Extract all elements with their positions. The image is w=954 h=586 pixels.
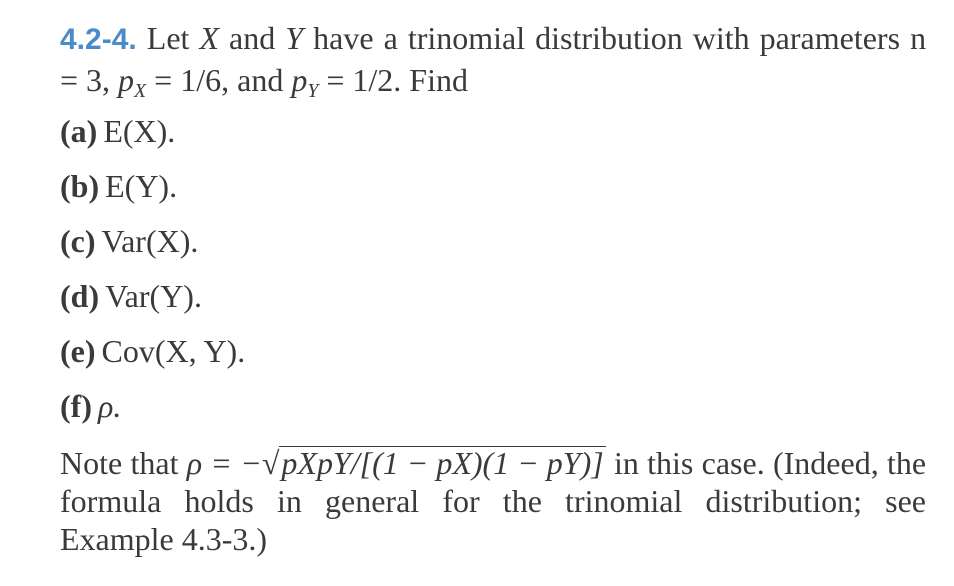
note-lead: Note that [60, 445, 179, 481]
part-b [60, 161, 926, 216]
part-d [60, 271, 926, 326]
part-label: (d) [60, 278, 100, 314]
rho-equation: ρ = − [186, 445, 262, 481]
var-y: Y [285, 20, 304, 56]
part-label: (c) [60, 223, 96, 259]
py-symbol: p [291, 62, 308, 98]
part-text: Var(X). [101, 223, 199, 259]
part-label: (f) [60, 388, 92, 424]
part-text: E(X). [103, 113, 176, 149]
exercise-number: 4.2-4. [60, 23, 137, 56]
part-text: Var(Y). [105, 278, 202, 314]
sqrt-radicand: pXpY/[(1 − pX)(1 − pY)] [281, 445, 604, 481]
part-text: Cov(X, Y). [101, 333, 246, 369]
n-expression: n = 3, [60, 20, 927, 98]
parts-list [60, 106, 926, 436]
part-c [60, 216, 926, 271]
part-label: (e) [60, 333, 96, 369]
part-label: (a) [60, 113, 98, 149]
px-symbol: p [118, 62, 135, 98]
part-text: ρ. [97, 388, 122, 424]
sqrt-sign: √ [261, 445, 280, 481]
intro-mid: have a trinomial distribution with parameters [313, 20, 901, 56]
exercise-4-2-4 [60, 18, 926, 558]
part-f [60, 381, 926, 436]
var-x: X [199, 20, 219, 56]
problem-statement [60, 18, 926, 100]
note-paragraph [60, 444, 926, 558]
py-value: = 1/2. Find [326, 62, 468, 98]
part-a [60, 106, 926, 161]
px-value: = 1/6, and [154, 62, 284, 98]
intro-lead: Let [146, 20, 190, 56]
note-trail: in this case. (Indeed, the formula holds in general for the trinomial distribution; see Example 4.3-3.) [60, 445, 927, 557]
py-subscript: Y [307, 79, 319, 102]
px-subscript: X [134, 79, 147, 102]
and-word: and [229, 20, 276, 56]
part-e [60, 326, 926, 381]
part-label: (b) [60, 168, 100, 204]
part-text: E(Y). [105, 168, 178, 204]
